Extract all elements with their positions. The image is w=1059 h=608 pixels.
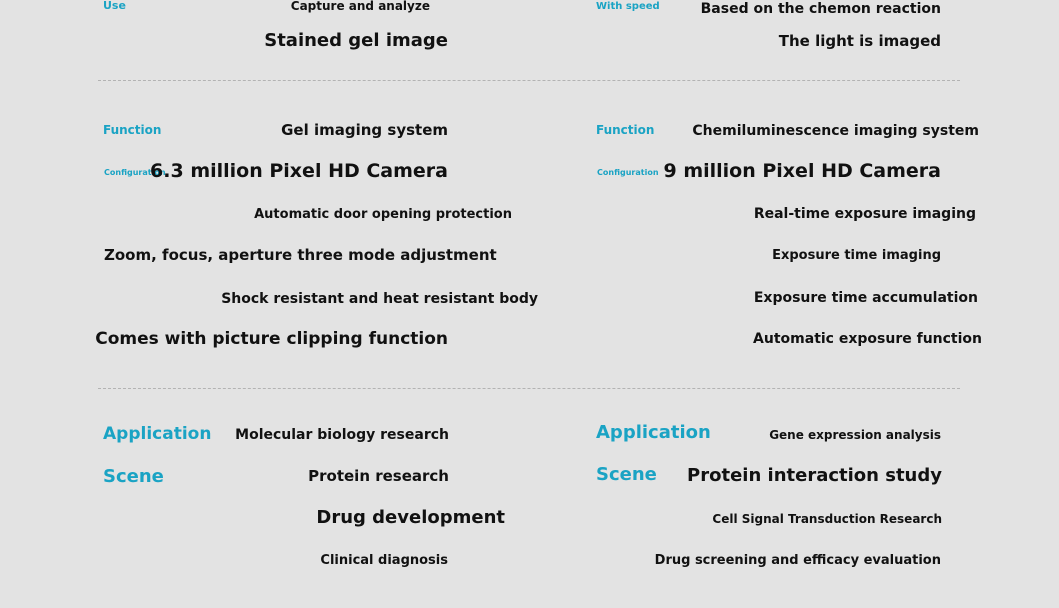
application-item-left-4: Clinical diagnosis <box>320 553 448 568</box>
feature-left-2: Zoom, focus, aperture three mode adjustment <box>104 246 497 264</box>
with-speed-line1: Based on the chemon reaction <box>700 1 941 17</box>
function-label-left: Function <box>103 123 162 137</box>
config-label-right: Configuration <box>597 168 659 177</box>
application-item-left-3: Drug development <box>316 507 505 528</box>
feature-left-4: Comes with picture clipping function <box>95 329 448 349</box>
feature-right-4: Automatic exposure function <box>753 331 982 347</box>
function-value-left: Gel imaging system <box>281 121 448 139</box>
with-speed-line2: The light is imaged <box>778 32 941 50</box>
use-line2: Stained gel image <box>264 30 448 51</box>
function-label-right: Function <box>596 123 655 137</box>
application-item-right-2: Protein interaction study <box>687 465 942 486</box>
feature-right-2: Exposure time imaging <box>772 248 941 263</box>
feature-right-3: Exposure time accumulation <box>753 290 978 306</box>
config-value-left: 6.3 million Pixel HD Camera <box>150 160 448 182</box>
application-item-right-1: Gene expression analysis <box>769 428 941 442</box>
feature-left-3: Shock resistant and heat resistant body <box>221 291 538 307</box>
application-item-right-3: Cell Signal Transduction Research <box>712 512 942 526</box>
use-line1: Capture and analyze <box>290 0 430 13</box>
config-value-right: 9 million Pixel HD Camera <box>663 160 941 182</box>
config-label-left: Configuration <box>104 168 166 177</box>
use-label: Use <box>103 0 126 12</box>
application-item-right-4: Drug screening and efficacy evaluation <box>654 553 941 568</box>
divider-middle <box>98 388 960 389</box>
application-label-left: Application <box>103 424 212 444</box>
feature-left-1: Automatic door opening protection <box>254 207 512 222</box>
scene-label-right: Scene <box>596 464 657 485</box>
divider-top <box>98 80 960 81</box>
application-item-left-2: Protein research <box>308 467 449 485</box>
application-item-left-1: Molecular biology research <box>235 427 449 443</box>
scene-label-left: Scene <box>103 466 164 487</box>
feature-right-1: Real-time exposure imaging <box>753 206 976 222</box>
with-speed-label: With speed <box>596 1 660 12</box>
function-value-right: Chemiluminescence imaging system <box>692 123 979 139</box>
application-label-right: Application <box>596 422 711 443</box>
